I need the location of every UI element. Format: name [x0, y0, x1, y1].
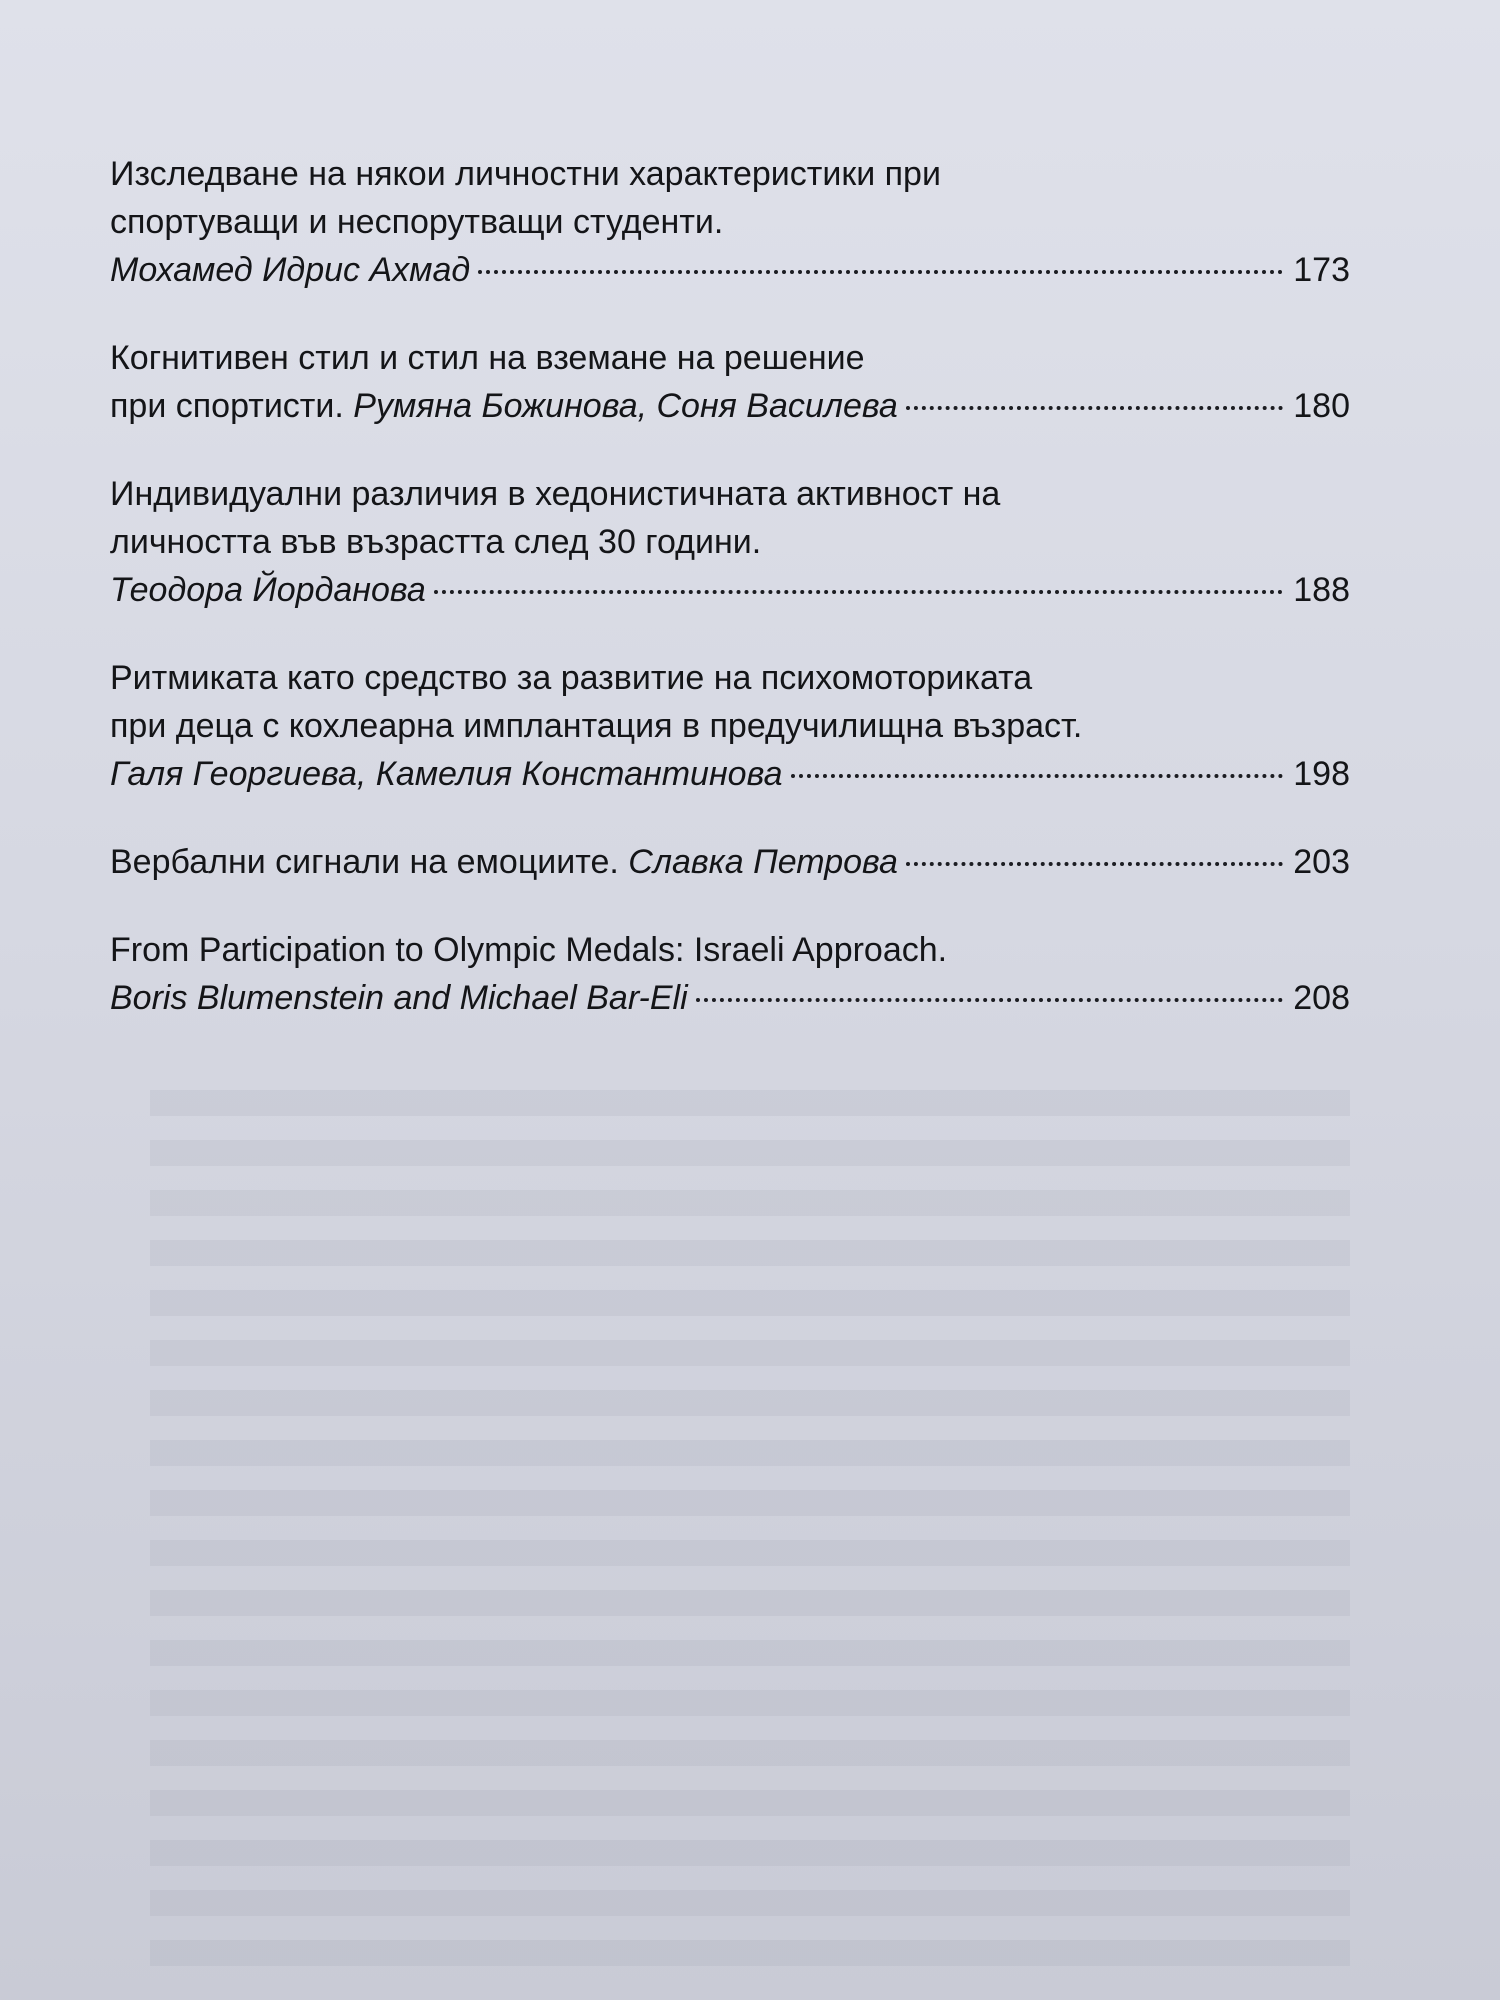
table-of-contents [110, 150, 1350, 1062]
entry-author: Теодора Йорданова [110, 571, 426, 609]
entry-title-line: Изследване на някои личностни характеристики при [110, 155, 941, 193]
entry-author-line [110, 246, 1350, 294]
toc-entry[interactable] [110, 470, 1350, 614]
entry-title-tail: Вербални сигнали на емоциите. [110, 843, 629, 881]
dot-leader [478, 270, 1283, 274]
bleed-through-text [150, 1090, 1350, 1970]
entry-author: Румяна Божинова, Соня Василева [353, 387, 898, 425]
entry-author-line [110, 382, 1350, 430]
entry-page-number: 180 [1293, 387, 1350, 425]
dot-leader [791, 774, 1284, 778]
dot-leader [696, 998, 1284, 1002]
entry-author-line [110, 750, 1350, 798]
dot-leader [906, 862, 1283, 866]
toc-entry[interactable] [110, 926, 1350, 1022]
entry-author: Галя Георгиева, Камелия Константинова [110, 755, 783, 793]
entry-title-line: Ритмиката като средство за развитие на психомоториката [110, 659, 1033, 697]
entry-title-tail: при спортисти. [110, 387, 354, 425]
entry-author: Славка Петрова [628, 843, 898, 881]
entry-title-line: спортуващи и неспорутващи студенти. [110, 203, 724, 241]
dot-leader [434, 590, 1283, 594]
entry-author: Boris Blumenstein and Michael Bar-Eli [110, 979, 688, 1017]
entry-page-number: 208 [1293, 979, 1350, 1017]
entry-page-number: 173 [1293, 251, 1350, 289]
toc-entry[interactable] [110, 838, 1350, 886]
entry-author-line [110, 974, 1350, 1022]
entry-page-number: 188 [1293, 571, 1350, 609]
entry-title-line: Индивидуални различия в хедонистичната активност на [110, 475, 1001, 513]
entry-title-line: личността във възрастта след 30 години. [110, 523, 762, 561]
toc-entry[interactable] [110, 334, 1350, 430]
dot-leader [906, 406, 1284, 410]
entry-page-number: 198 [1293, 755, 1350, 793]
entry-title-line: From Participation to Olympic Medals: Israeli Approach. [110, 931, 948, 969]
entry-author: Мохамед Идрис Ахмад [110, 251, 471, 289]
entry-page-number: 203 [1293, 843, 1350, 881]
entry-author-line [110, 838, 1350, 886]
toc-entry[interactable] [110, 654, 1350, 798]
entry-author-line [110, 566, 1350, 614]
entry-title-line: Когнитивен стил и стил на вземане на решение [110, 339, 865, 377]
toc-entry[interactable] [110, 150, 1350, 294]
entry-title-line: при деца с кохлеарна имплантация в предучилищна възраст. [110, 707, 1083, 745]
